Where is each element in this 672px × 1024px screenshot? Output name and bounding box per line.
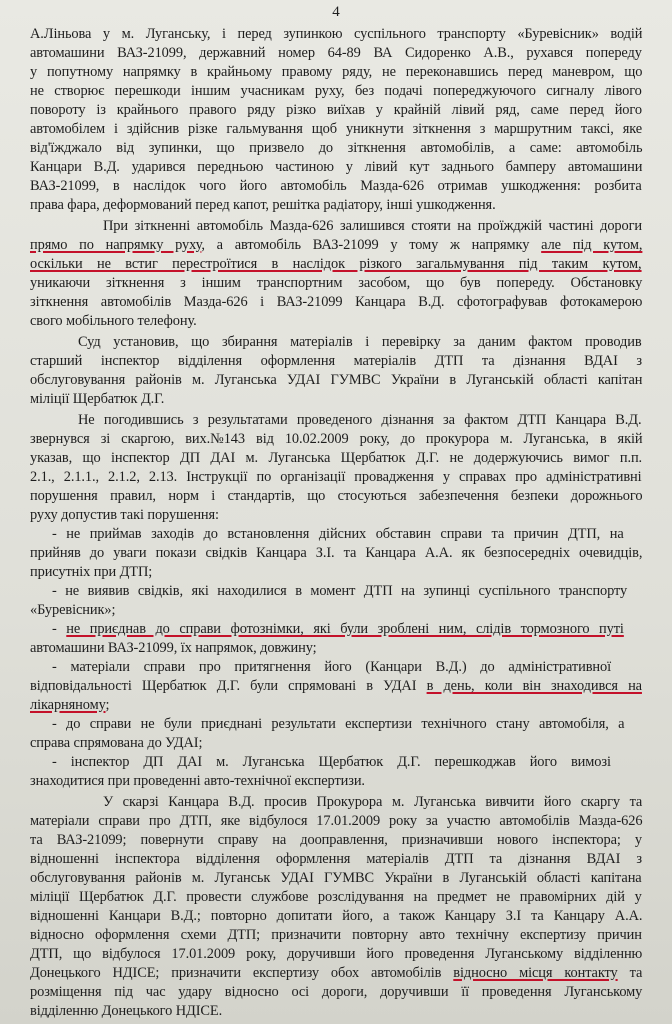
text-segment: відносно оформлення схеми ДТП; призначити повторну авто технічну експертизу причин: [30, 927, 642, 943]
text-line: [52, 583, 627, 601]
text-line: [30, 488, 642, 506]
text-line: [52, 754, 611, 772]
page-number: 4: [332, 4, 340, 20]
text-segment: У скарзі Канцара В.Д. просив Прокурора м. Луганська вивчити його скаргу та: [103, 794, 643, 810]
underlined-text: відносно місця контакту: [453, 965, 618, 981]
text-segment: звернувся зі скаргою, вих.№143 від 10.02.2009 року, до прокурора м. Луганська, в якій: [30, 431, 643, 447]
text-line: [103, 794, 642, 812]
text-segment: відповідальності Щербатюк Д.Г. були спрямовані в УДАІ: [30, 678, 427, 694]
text-line: [78, 334, 642, 352]
text-line: [30, 735, 202, 753]
text-line: [52, 526, 624, 544]
text-line: [30, 294, 642, 312]
text-line: [30, 1003, 222, 1021]
text-segment: - матеріали справи про притягнення його (Канцари В.Д.) до адміністративної: [52, 659, 611, 675]
text-line: [30, 353, 642, 371]
text-line: [30, 773, 365, 791]
text-segment: зіткнення автомобілів Мазда-626 і ВАЗ-21099 Канцара В.Д. сфотографував фотокамерою: [30, 294, 643, 310]
text-line: [30, 813, 642, 831]
underlined-text: але під кутом,: [541, 237, 643, 253]
text-segment: уникаючи зіткнення з іншим транспортним засобом, що був попереду. Обстановку: [30, 275, 643, 291]
underlined-text: прямо по напрямку руху: [30, 237, 202, 253]
text-segment: міліції Щербатюк Д.Г. провести службове розслідування на предмет не правомірних дій у: [30, 889, 642, 905]
text-line: [30, 83, 642, 101]
text-segment: автомашини ВАЗ-21099, їх напрямок, довжину;: [30, 640, 317, 656]
text-segment: «Буревісник»;: [30, 602, 116, 618]
text-segment: 2.1., 2.1.1., 2.1.2, 2.13. Інструкції по організації провадження у справах про адміністративні: [30, 469, 642, 485]
text-segment: знаходитися при проведенні авто-технічної експертизи.: [30, 773, 365, 789]
text-segment: обслуговування районів м. Луганськ УДАІ ГУМВС України в Луганській області капітана: [30, 870, 642, 886]
text-segment: -: [52, 621, 67, 637]
text-line: [30, 140, 642, 158]
text-segment: присутніх при ДТП;: [30, 564, 153, 580]
text-segment: міліції Щербатюк Д.Г.: [30, 391, 165, 407]
text-line: [30, 678, 642, 696]
text-segment: Не погодившись з результатами проведеного дізнання за фактом ДТП Канцара В.Д.: [78, 412, 642, 428]
text-segment: ВАЗ-21099, в наслідок чого його автомобіль Мазда-626 отримав ушкодження: розбита: [30, 178, 642, 194]
text-line: [30, 275, 642, 293]
text-line: [30, 870, 642, 888]
text-segment: ДТП, що відбулося 17.01.2009 року, доручивши його проведення Луганському відділенню: [30, 946, 643, 962]
text-segment: указав, що інспектор ДП ДАІ м. Луганська Щербатюк Д.Г. не додержуючись вимог п.п.: [30, 450, 643, 466]
text-segment: від'їжджало від зупинки, що призвело до зіткнення автомобілів, а саме: автомобіль: [30, 140, 643, 156]
underlined-text: в день, коли він знаходився на: [426, 678, 642, 694]
text-segment: відношенні Канцари В.Д.; повторно допитати його, а також Канцару З.І та Канцару А.А.: [30, 908, 643, 924]
text-line: [52, 621, 624, 639]
text-segment: автомашини ВАЗ-21099, державний номер 64-89 ВА Сидоренко А.В., рухався попереду: [30, 45, 642, 61]
underlined-text: лікарняному: [30, 697, 106, 713]
text-segment: Канцари В.Д. ударився передньою частиною у лівий кут заднього бамперу автомашини: [30, 159, 643, 175]
text-line: [30, 927, 642, 945]
text-line: [30, 45, 642, 63]
text-segment: Суд установив, що збирання матеріалів і перевірку за даним фактом проводив: [78, 334, 642, 350]
text-line: [30, 178, 642, 196]
text-line: [30, 851, 642, 869]
text-segment: та: [617, 965, 643, 981]
text-line: [30, 237, 642, 255]
text-segment: А.Ліньова у м. Луганську, і перед зупинкою суспільного транспорту «Буревісник» водій: [30, 26, 643, 42]
text-line: [103, 218, 642, 236]
text-line: [30, 965, 642, 983]
text-line: [30, 507, 219, 525]
text-line: [52, 716, 624, 734]
text-line: [30, 908, 642, 926]
text-segment: та ВАЗ-21099; повернути справу на дооправлення, призначивши нового інспектора; у: [30, 832, 642, 848]
text-segment: ;: [105, 697, 110, 713]
text-segment: матеріали справи про ДТП, яке відбулося 17.01.2009 року за участю автомобілів Мазда-626: [30, 813, 643, 829]
text-line: [52, 659, 611, 677]
text-line: [30, 832, 642, 850]
text-segment: , а автомобіль ВАЗ-21099 у тому ж напрямку: [201, 237, 542, 253]
text-line: [30, 159, 642, 177]
text-segment: автомобілем і здійснив різке гальмування щоб уникнути зіткнення з маршрутним таксі, яке: [30, 121, 643, 137]
text-segment: свого мобільного телефону.: [30, 313, 197, 329]
text-segment: - не виявив свідків, які находилися в момент ДТП на зупинці суспільного транспорту: [52, 583, 628, 599]
text-line: [30, 391, 164, 409]
text-line: [30, 26, 642, 44]
text-segment: - інспектор ДП ДАІ м. Луганська Щербатюк Д.Г. перешкоджав його вимозі: [52, 754, 611, 770]
text-line: [30, 372, 642, 390]
text-line: [30, 564, 152, 582]
text-segment: порушення правил, норм і стандартів, що стосуються забезпечення безпеки дорожнього: [30, 488, 643, 504]
text-segment: відділенню Донецького НДІСЕ.: [30, 1003, 223, 1019]
text-segment: справа спрямована до УДАІ;: [30, 735, 203, 751]
underlined-text: не приєднав до справи фотознімки, які були зроблені ним, слідів тормозного путі: [66, 621, 624, 637]
underlined-text: оскільки не встиг перестроїтися в наслідок різкого загальмування під таким кутом,: [30, 256, 642, 272]
text-line: [30, 640, 317, 658]
text-segment: старший інспектор відділення оформлення матеріалів ДТП та дізнання ВДАІ з: [30, 353, 642, 369]
text-line: [30, 469, 642, 487]
text-segment: руху допустив такі порушення:: [30, 507, 219, 523]
text-line: [30, 431, 642, 449]
text-line: [78, 412, 642, 430]
text-line: [30, 197, 496, 215]
text-line: [30, 946, 642, 964]
text-segment: не створює перешкоди іншим учасникам руху, без подачі попереджуючого сигналу лівого: [30, 83, 642, 99]
text-line: [30, 64, 642, 82]
text-segment: у попутному напрямку в крайньому правому ряду, не переконавшись перед маневром, що: [30, 64, 643, 80]
text-segment: Донецького НДІСЕ; призначити експертизу обох автомобілів: [30, 965, 454, 981]
text-line: [30, 889, 642, 907]
text-line: [30, 697, 109, 715]
text-line: [30, 256, 642, 274]
text-segment: обслуговування районів м. Луганська УДАІ ГУМВС України в Луганській області капітан: [30, 372, 643, 388]
text-segment: - до справи не були приєднані результати експертизи технічного стану автомобіля, а: [52, 716, 625, 732]
text-segment: відношенні інспектора відділення оформлення матеріалів ДТП та дізнання ВДАІ з: [30, 851, 642, 867]
text-line: [30, 102, 642, 120]
text-line: [30, 313, 197, 331]
text-segment: права фара, деформований перед капот, решітка радіатору, інші ушкодження.: [30, 197, 496, 213]
text-segment: прийняв до уваги покази свідків Канцара З.І. та Канцара А.А. як безпосередніх очевидців,: [30, 545, 643, 561]
text-line: [30, 602, 115, 620]
text-line: [30, 984, 642, 1002]
text-line: [30, 450, 642, 468]
text-line: [30, 545, 642, 563]
text-segment: При зіткненні автомобіль Мазда-626 залишився стояти на проїжджій частині дороги: [103, 218, 643, 234]
text-line: [30, 121, 642, 139]
text-segment: розміщення під час удару відносно осі дороги, доручивши її проведення Луганському: [30, 984, 643, 1000]
text-segment: - не приймав заходів до встановлення дійсних обставин справи та причин ДТП, на: [52, 526, 624, 542]
text-segment: повороту із крайнього правого ряду різко виїхав у крайній лівий ряд, саме перед його: [30, 102, 642, 118]
